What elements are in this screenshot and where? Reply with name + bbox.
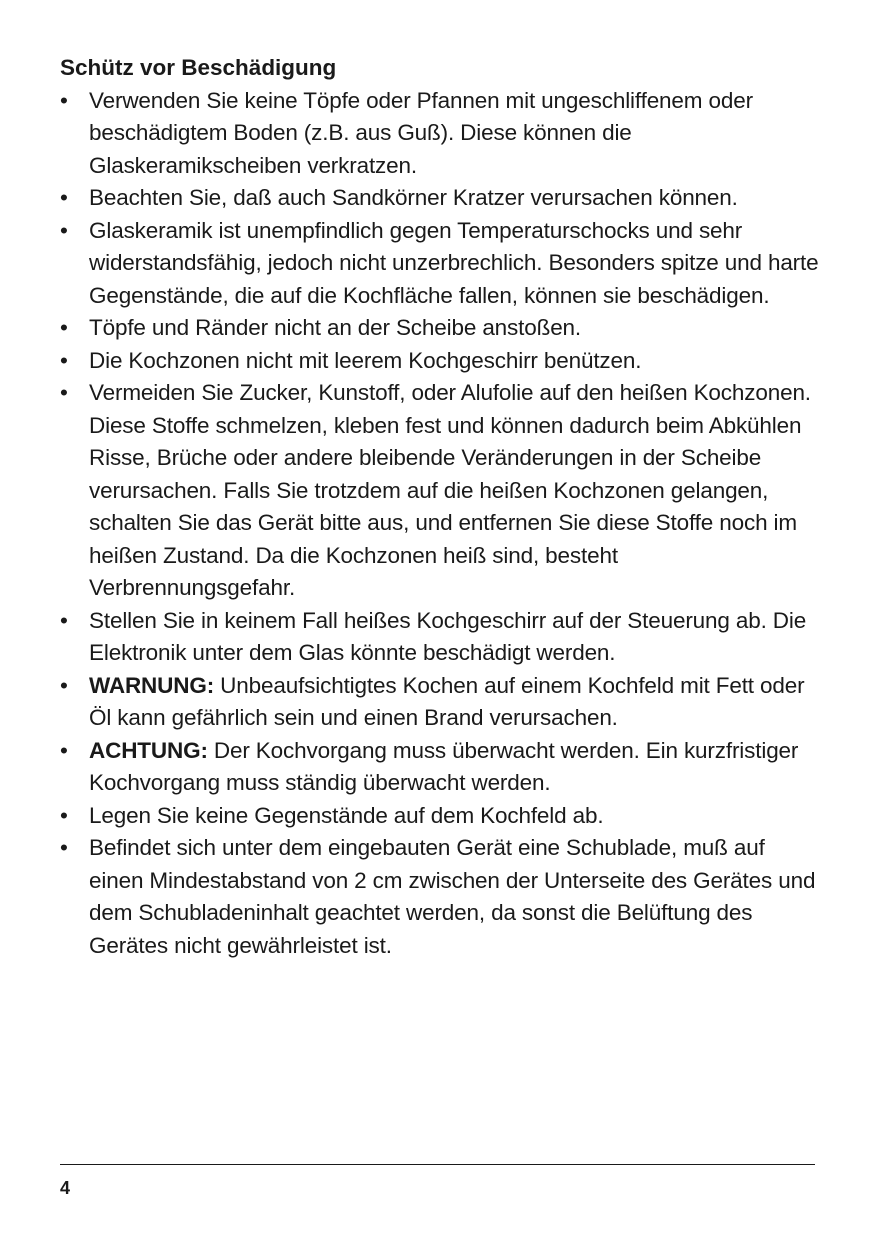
bullet-glyph: • xyxy=(60,347,68,373)
list-item-text: Der Kochvorgang muss überwacht werden. Ein kurzfristiger Kochvorgang muss ständig überwacht werden. xyxy=(89,737,799,795)
list-item xyxy=(60,312,820,345)
list-item-text: Legen Sie keine Gegenstände auf dem Kochfeld ab. xyxy=(89,802,604,828)
bullet-glyph: • xyxy=(60,380,68,405)
list-item-text: Die Kochzonen nicht mit leerem Kochgeschirr benützen. xyxy=(89,347,642,373)
section-heading: Schütz vor Beschädigung xyxy=(60,55,337,80)
list-item-text: Befindet sich unter dem eingebauten Gerät eine Schublade, muß auf einen Mindestabstand von 2 cm zwischen der Unterseite des Gerätes und dem Schubladeninhalt geachtet werden, da sonst die Belüftung des Gerätes nicht gewährleistet ist. xyxy=(89,835,816,958)
list-item xyxy=(60,182,820,215)
list-item-text: Verwenden Sie keine Töpfe oder Pfannen mit ungeschliffenem oder beschädigtem Boden (z.B. aus Guß). Diese können die Glaskeramikscheiben verkratzen. xyxy=(89,87,753,178)
warning-label: WARNUNG: xyxy=(89,672,215,698)
bullet-list xyxy=(60,85,820,963)
bullet-glyph: • xyxy=(60,802,68,828)
list-item-warning xyxy=(60,670,820,735)
list-item xyxy=(60,605,820,670)
page-number: 4 xyxy=(60,1178,71,1198)
bullet-glyph: • xyxy=(60,607,68,633)
list-item-text: Töpfe und Ränder nicht an der Scheibe anstoßen. xyxy=(89,315,582,340)
list-item xyxy=(60,215,820,313)
bullet-glyph: • xyxy=(60,185,68,210)
bullet-glyph: • xyxy=(60,835,68,860)
list-item-text: Unbeaufsichtigtes Kochen auf einem Kochfeld mit Fett oder Öl kann gefährlich sein und einen Brand verursachen. xyxy=(89,672,805,730)
list-item xyxy=(60,345,820,378)
list-item xyxy=(60,800,820,833)
bullet-glyph: • xyxy=(60,217,68,243)
list-item xyxy=(60,377,820,605)
document-body xyxy=(60,52,820,962)
list-item-caution xyxy=(60,735,820,800)
list-item-text: Stellen Sie in keinem Fall heißes Kochgeschirr auf der Steuerung ab. Die Elektronik unter dem Glas könnte beschädigt werden. xyxy=(89,607,807,665)
bullet-glyph: • xyxy=(60,737,68,763)
footer-divider xyxy=(60,1164,815,1165)
list-item-text: Vermeiden Sie Zucker, Kunstoff, oder Alufolie auf den heißen Kochzonen. Diese Stoffe schmelzen, kleben fest und können dadurch beim Abkühlen Risse, Brüche oder andere bleibende Veränderungen in der Scheibe verursachen. Falls Sie trotzdem auf die heißen Kochzonen gelangen, schalten Sie das Gerät bitte aus, und entfernen Sie diese Stoffe noch im heißen Zustand. Da die Kochzonen heiß sind, besteht Verbrennungsgefahr. xyxy=(89,380,811,600)
list-item xyxy=(60,85,820,183)
list-item-text: Beachten Sie, daß auch Sandkörner Kratzer verursachen können. xyxy=(89,185,738,210)
bullet-glyph: • xyxy=(60,87,68,113)
caution-label: ACHTUNG: xyxy=(89,737,208,763)
list-item xyxy=(60,832,820,962)
bullet-glyph: • xyxy=(60,672,68,698)
bullet-glyph: • xyxy=(60,315,68,340)
list-item-text: Glaskeramik ist unempfindlich gegen Temperaturschocks und sehr widerstandsfähig, jedoch nicht unzerbrechlich. Besonders spitze und harte Gegenstände, die auf die Kochfläche fallen, können sie beschädigen. xyxy=(89,217,819,308)
